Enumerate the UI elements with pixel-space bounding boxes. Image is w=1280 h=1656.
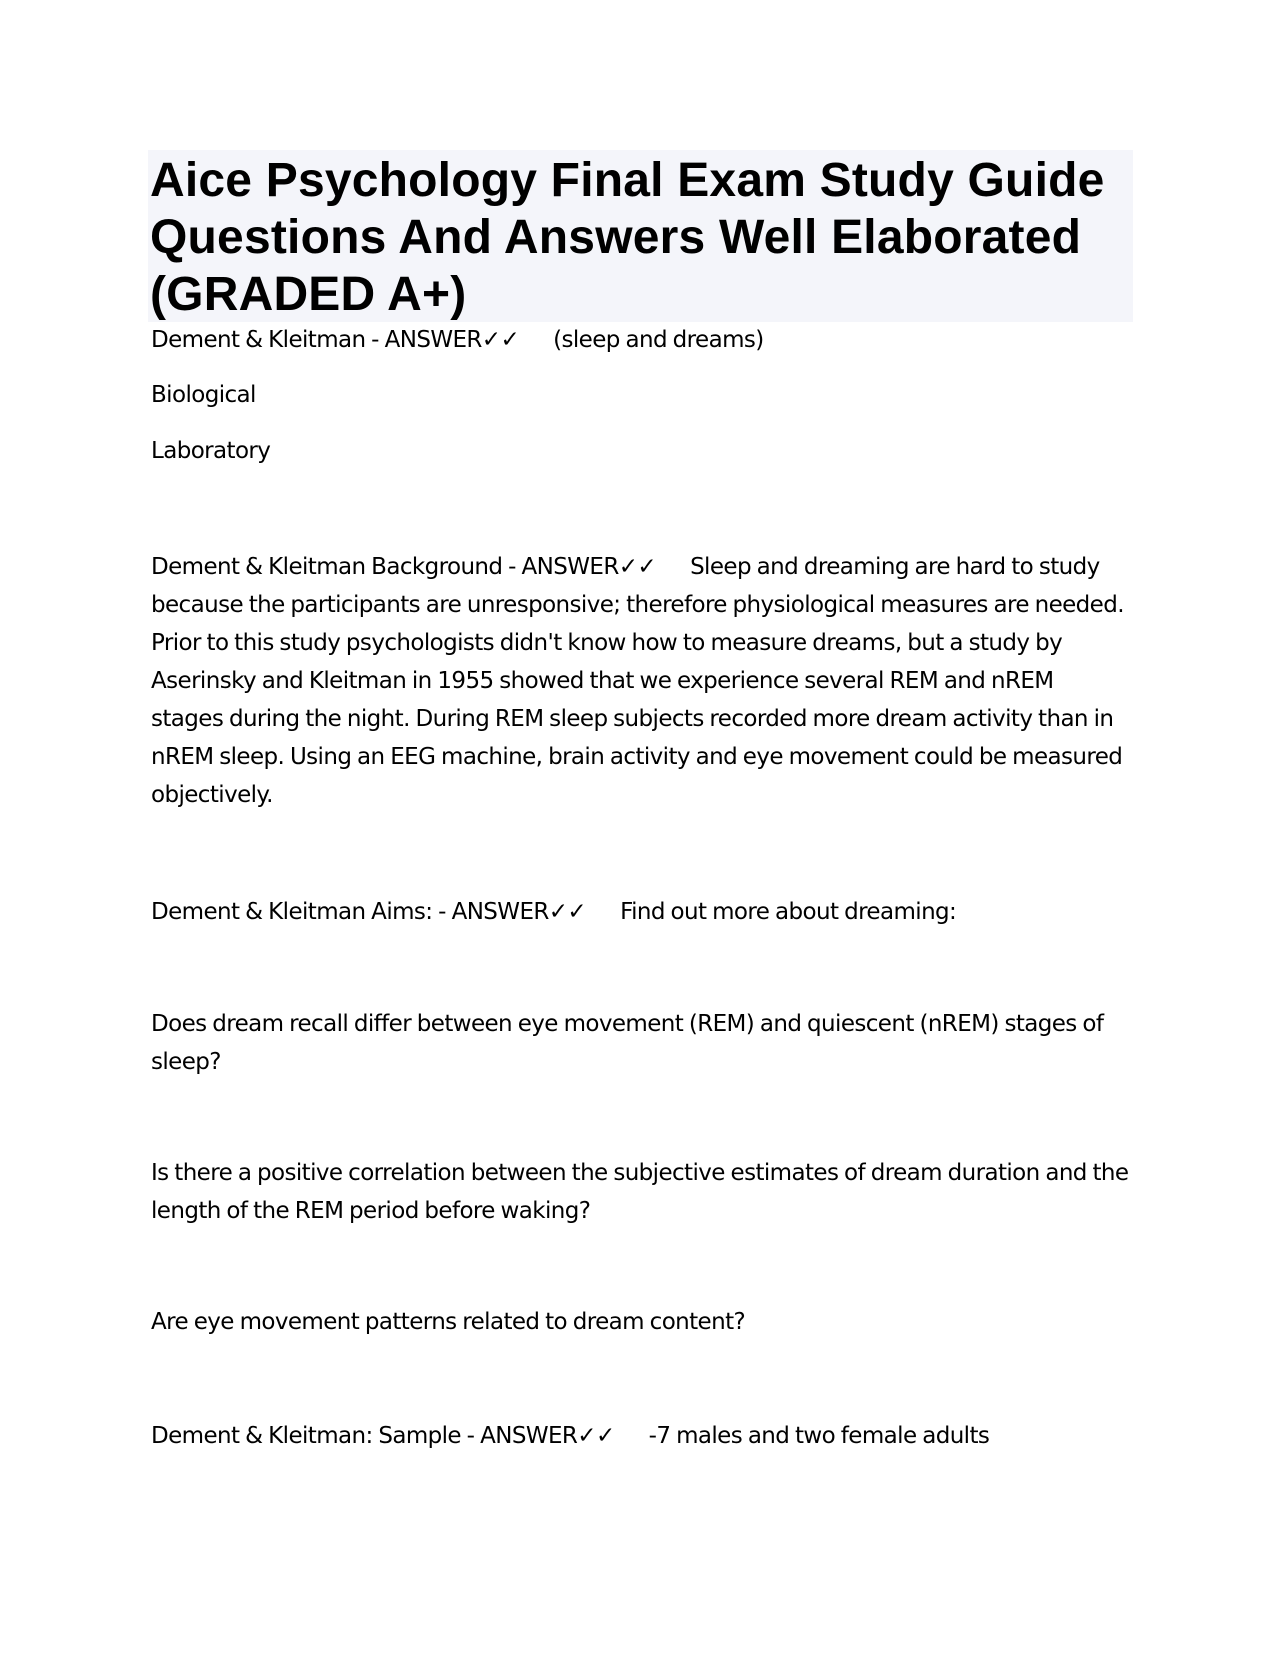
entry-term: Dement & Kleitman: Sample - ANSWER✓✓: [151, 1423, 615, 1449]
entry-term: Dement & Kleitman - ANSWER✓✓: [151, 327, 520, 353]
entry-sleep-and-dreams: [151, 321, 1131, 359]
entry-question-eye-movement: Are eye movement patterns related to dream content?: [151, 1309, 746, 1335]
page-title: Aice Psychology Final Exam Study Guide Questions And Answers Well Elaborated (GRADED A+): [150, 154, 1105, 321]
entry-term: Dement & Kleitman Aims: - ANSWER✓✓: [151, 899, 587, 925]
entry-question-dream-recall: Does dream recall differ between eye movement (REM) and quiescent (nREM) stages of sleep?: [151, 1011, 1104, 1075]
entry-laboratory: Laboratory: [151, 438, 271, 464]
entry-term: Dement & Kleitman Background - ANSWER✓✓: [151, 554, 657, 580]
entry-background: [151, 548, 1131, 814]
entry-aims: [151, 893, 1131, 931]
entry-sample: [151, 1417, 1131, 1455]
entry-answer: Find out more about dreaming:: [620, 899, 957, 925]
entry-biological: Biological: [151, 382, 256, 408]
entry-answer: Sleep and dreaming are hard to study because the participants are unresponsive; therefore physiological measures are needed. Prior to this study psychologists didn't know how to measure dreams, but a study by Aserinsky and Kleitman in 1955 showed that we experience several REM and nREM stages during the night. During REM sleep subjects recorded more dream activity than in nREM sleep. Using an EEG machine, brain activity and eye movement could be measured objectively.: [151, 554, 1124, 808]
entry-answer: -7 males and two female adults: [648, 1423, 990, 1449]
entry-answer: (sleep and dreams): [553, 327, 764, 353]
entry-question-correlation: Is there a positive correlation between the subjective estimates of dream duration and the length of the REM period before waking?: [151, 1160, 1129, 1224]
